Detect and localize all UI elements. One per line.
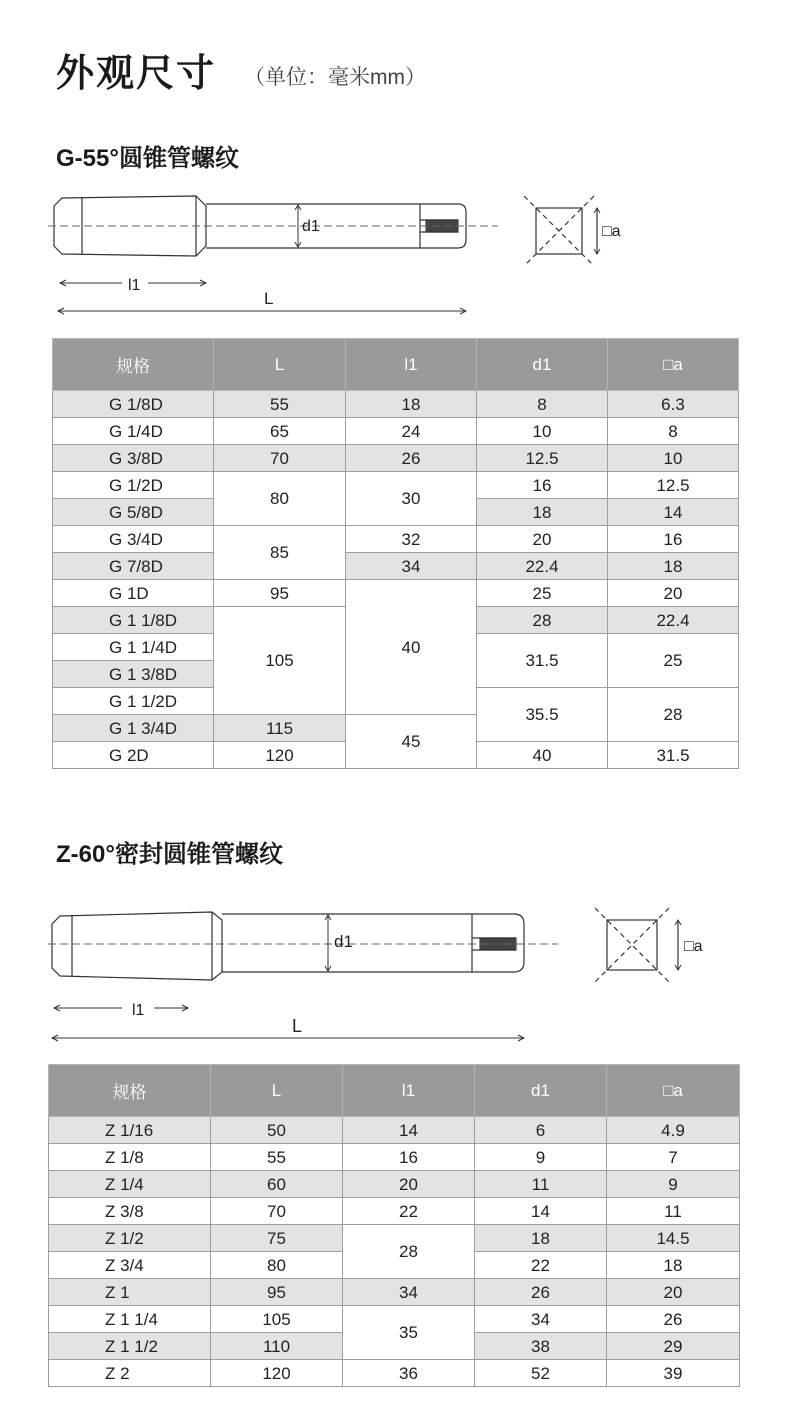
cell-l1: 36	[343, 1360, 475, 1387]
cell-length: 110	[211, 1333, 343, 1360]
cell-d1: 40	[477, 742, 608, 769]
table-row	[53, 553, 739, 580]
cell-length: 120	[211, 1360, 343, 1387]
cell-square: 25	[608, 634, 739, 688]
cell-spec: G 1D	[53, 580, 214, 607]
cell-square: 12.5	[608, 472, 739, 499]
cell-d1: 31.5	[477, 634, 608, 688]
cell-square: 14	[608, 499, 739, 526]
cell-square: 18	[607, 1252, 740, 1279]
cell-l1: 34	[346, 553, 477, 580]
table-row	[49, 1198, 740, 1225]
cell-d1: 52	[475, 1360, 607, 1387]
cell-square: 28	[608, 688, 739, 742]
cell-spec: G 5/8D	[53, 499, 214, 526]
cell-square: 11	[607, 1198, 740, 1225]
cell-d1: 10	[477, 418, 608, 445]
cell-d1: 12.5	[477, 445, 608, 472]
cell-square: 29	[607, 1333, 740, 1360]
cell-length: 95	[214, 580, 346, 607]
cell-square: 26	[607, 1306, 740, 1333]
cell-spec: Z 1	[49, 1279, 211, 1306]
cell-spec: G 1 3/8D	[53, 661, 214, 688]
cell-spec: G 1 3/4D	[53, 715, 214, 742]
cell-square: 10	[608, 445, 739, 472]
table-header-row	[53, 339, 739, 391]
cell-length: 85	[214, 526, 346, 580]
cell-d1: 18	[477, 499, 608, 526]
cell-square: 14.5	[607, 1225, 740, 1252]
l1-label: l1	[128, 277, 141, 294]
cell-d1: 25	[477, 580, 608, 607]
cell-d1: 26	[475, 1279, 607, 1306]
cell-square: 8	[608, 418, 739, 445]
table-row	[49, 1144, 740, 1171]
cell-d1: 16	[477, 472, 608, 499]
cell-d1: 35.5	[477, 688, 608, 742]
cell-square: 31.5	[608, 742, 739, 769]
cell-square: 18	[608, 553, 739, 580]
cell-d1: 34	[475, 1306, 607, 1333]
header-spec: 规格	[49, 1065, 211, 1117]
cell-l1: 18	[346, 391, 477, 418]
cell-d1: 22.4	[477, 553, 608, 580]
cell-spec: Z 3/8	[49, 1198, 211, 1225]
cell-spec: G 1 1/8D	[53, 607, 214, 634]
cell-d1: 28	[477, 607, 608, 634]
header-l1: l1	[346, 339, 477, 391]
table-row	[49, 1225, 740, 1252]
table-row	[49, 1279, 740, 1306]
cell-square: 4.9	[607, 1117, 740, 1144]
cell-length: 65	[214, 418, 346, 445]
cell-d1: 38	[475, 1333, 607, 1360]
z60-spec-table	[48, 1064, 740, 1387]
cell-d1: 14	[475, 1198, 607, 1225]
cell-d1: 20	[477, 526, 608, 553]
cell-l1: 14	[343, 1117, 475, 1144]
cell-d1: 8	[477, 391, 608, 418]
cell-spec: Z 3/4	[49, 1252, 211, 1279]
cell-length: 95	[211, 1279, 343, 1306]
cell-l1: 28	[343, 1225, 475, 1279]
cell-spec: Z 1/4	[49, 1171, 211, 1198]
cell-spec: Z 1/8	[49, 1144, 211, 1171]
cell-length: 60	[211, 1171, 343, 1198]
cell-length: 105	[211, 1306, 343, 1333]
cell-l1: 20	[343, 1171, 475, 1198]
table-row	[53, 418, 739, 445]
cell-square: 20	[608, 580, 739, 607]
cell-d1: 22	[475, 1252, 607, 1279]
cell-length: 105	[214, 607, 346, 715]
g55-spec-table	[52, 338, 739, 769]
cell-l1: 22	[343, 1198, 475, 1225]
cell-spec: G 1 1/4D	[53, 634, 214, 661]
g55-tap-drawing	[0, 180, 790, 330]
header-d1: d1	[475, 1065, 607, 1117]
table-header-row	[49, 1065, 740, 1117]
header-length: L	[211, 1065, 343, 1117]
header-square: □a	[607, 1065, 740, 1117]
z60-tap-drawing	[0, 900, 790, 1050]
cell-spec: Z 1/2	[49, 1225, 211, 1252]
cell-spec: Z 1 1/4	[49, 1306, 211, 1333]
square-label: □a	[684, 938, 703, 955]
cell-spec: Z 1 1/2	[49, 1333, 211, 1360]
length-label: L	[264, 289, 274, 308]
header-spec: 规格	[53, 339, 214, 391]
length-label: L	[292, 1016, 303, 1036]
cell-length: 120	[214, 742, 346, 769]
cell-l1: 45	[346, 715, 477, 769]
section-title-z60: Z-60°密封圆锥管螺纹	[56, 841, 283, 868]
table-row	[49, 1360, 740, 1387]
cell-d1: 11	[475, 1171, 607, 1198]
cell-length: 75	[211, 1225, 343, 1252]
cell-square: 6.3	[608, 391, 739, 418]
cell-spec: Z 1/16	[49, 1117, 211, 1144]
cell-square: 22.4	[608, 607, 739, 634]
cell-length: 80	[211, 1252, 343, 1279]
cell-length: 70	[214, 445, 346, 472]
cell-length: 55	[211, 1144, 343, 1171]
cell-spec: G 2D	[53, 742, 214, 769]
cell-d1: 18	[475, 1225, 607, 1252]
cell-square: 16	[608, 526, 739, 553]
cell-l1: 30	[346, 472, 477, 526]
table-row	[53, 391, 739, 418]
l1-label: l1	[132, 1002, 145, 1019]
table-row	[49, 1306, 740, 1333]
cell-l1: 34	[343, 1279, 475, 1306]
cell-length: 55	[214, 391, 346, 418]
cell-spec: G 3/4D	[53, 526, 214, 553]
header-l1: l1	[343, 1065, 475, 1117]
cell-d1: 9	[475, 1144, 607, 1171]
cell-square: 39	[607, 1360, 740, 1387]
square-label: □a	[602, 223, 621, 240]
cell-length: 70	[211, 1198, 343, 1225]
cell-length: 115	[214, 715, 346, 742]
cell-square: 20	[607, 1279, 740, 1306]
table-row	[49, 1117, 740, 1144]
cell-spec: G 1/8D	[53, 391, 214, 418]
cell-square: 7	[607, 1144, 740, 1171]
cell-spec: G 7/8D	[53, 553, 214, 580]
table-row	[53, 580, 739, 607]
cell-square: 9	[607, 1171, 740, 1198]
cell-l1: 40	[346, 580, 477, 715]
cell-l1: 24	[346, 418, 477, 445]
cell-spec: G 1/4D	[53, 418, 214, 445]
cell-d1: 6	[475, 1117, 607, 1144]
cell-spec: G 3/8D	[53, 445, 214, 472]
cell-length: 80	[214, 472, 346, 526]
table-row	[53, 472, 739, 499]
cell-spec: G 1/2D	[53, 472, 214, 499]
d1-label: d1	[334, 932, 353, 951]
cell-l1: 16	[343, 1144, 475, 1171]
cell-l1: 32	[346, 526, 477, 553]
unit-note: （单位：毫米mm）	[244, 66, 426, 89]
cell-l1: 35	[343, 1306, 475, 1360]
section-title-g55: G-55°圆锥管螺纹	[56, 145, 239, 172]
d1-label: d1	[302, 218, 320, 235]
table-row	[49, 1171, 740, 1198]
cell-spec: Z 2	[49, 1360, 211, 1387]
header-length: L	[214, 339, 346, 391]
header-d1: d1	[477, 339, 608, 391]
cell-length: 50	[211, 1117, 343, 1144]
table-row	[53, 445, 739, 472]
cell-l1: 26	[346, 445, 477, 472]
page-title: 外观尺寸	[56, 53, 217, 95]
cell-spec: G 1 1/2D	[53, 688, 214, 715]
table-row	[53, 526, 739, 553]
header-square: □a	[608, 339, 739, 391]
